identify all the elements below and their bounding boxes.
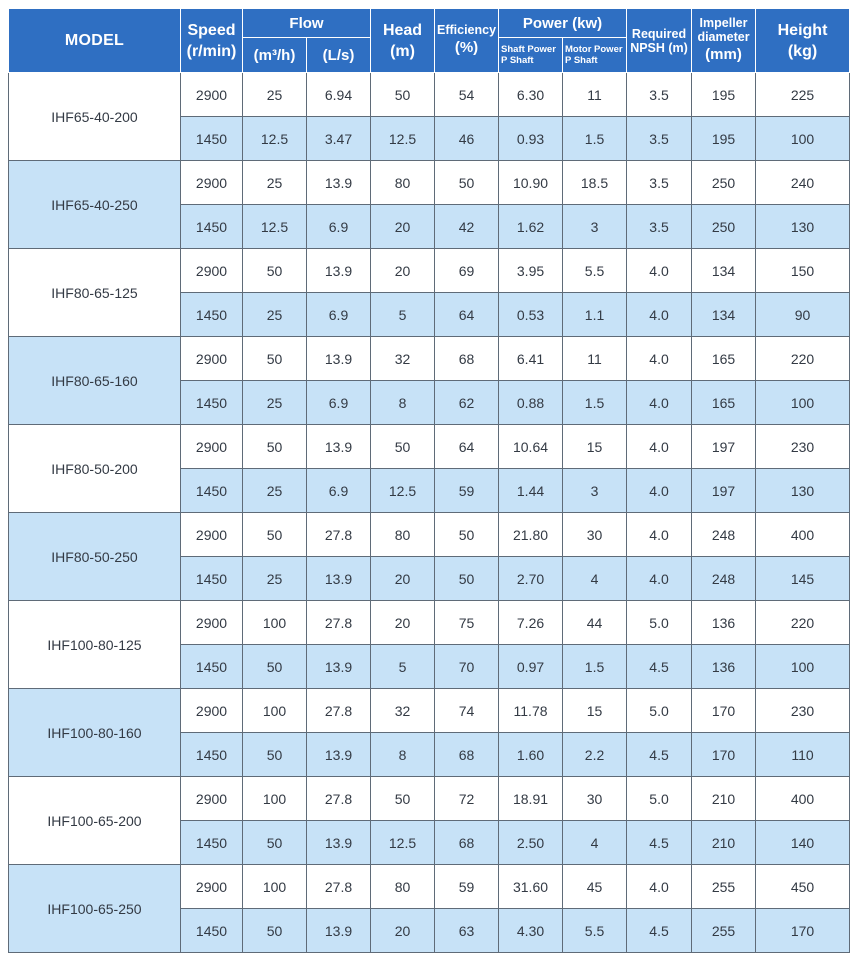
header-speed: Speed (r/min) [181,9,243,73]
cell-impeller: 136 [692,645,756,689]
cell-motor-power: 1.5 [563,645,627,689]
cell-efficiency: 72 [435,777,499,821]
cell-npsh: 4.5 [627,821,692,865]
cell-flow-ls: 6.9 [307,381,371,425]
cell-flow-m3h: 25 [243,161,307,205]
cell-head: 32 [371,689,435,733]
cell-impeller: 170 [692,733,756,777]
cell-efficiency: 68 [435,337,499,381]
cell-flow-ls: 13.9 [307,249,371,293]
cell-head: 20 [371,205,435,249]
cell-head: 20 [371,909,435,953]
cell-efficiency: 50 [435,513,499,557]
header-shaft-power: Shaft Power P Shaft [499,38,563,73]
cell-speed: 1450 [181,733,243,777]
cell-head: 50 [371,73,435,117]
cell-npsh: 4.0 [627,557,692,601]
cell-impeller: 210 [692,777,756,821]
cell-height: 230 [756,689,850,733]
cell-npsh: 4.5 [627,909,692,953]
cell-head: 12.5 [371,821,435,865]
cell-speed: 1450 [181,469,243,513]
cell-speed: 2900 [181,249,243,293]
cell-shaft-power: 1.62 [499,205,563,249]
cell-flow-m3h: 50 [243,249,307,293]
cell-impeller: 136 [692,601,756,645]
cell-efficiency: 42 [435,205,499,249]
model-name-cell: IHF80-50-200 [9,425,181,513]
cell-npsh: 4.0 [627,513,692,557]
cell-height: 130 [756,205,850,249]
header-impeller: Impeller diameter (mm) [692,9,756,73]
cell-shaft-power: 0.93 [499,117,563,161]
cell-speed: 2900 [181,337,243,381]
cell-speed: 2900 [181,777,243,821]
cell-shaft-power: 3.95 [499,249,563,293]
cell-flow-ls: 13.9 [307,161,371,205]
cell-efficiency: 63 [435,909,499,953]
cell-shaft-power: 10.64 [499,425,563,469]
cell-height: 140 [756,821,850,865]
cell-efficiency: 74 [435,689,499,733]
cell-flow-ls: 13.9 [307,909,371,953]
cell-impeller: 197 [692,469,756,513]
cell-flow-m3h: 50 [243,337,307,381]
model-name-cell: IHF80-50-250 [9,513,181,601]
cell-head: 5 [371,293,435,337]
model-name-cell: IHF80-65-125 [9,249,181,337]
model-name-cell: IHF100-65-250 [9,865,181,953]
cell-flow-m3h: 50 [243,645,307,689]
cell-efficiency: 64 [435,425,499,469]
cell-motor-power: 3 [563,205,627,249]
cell-impeller: 195 [692,117,756,161]
cell-flow-m3h: 50 [243,909,307,953]
header-efficiency: Efficiency (%) [435,9,499,73]
cell-speed: 2900 [181,689,243,733]
cell-head: 20 [371,249,435,293]
cell-speed: 2900 [181,161,243,205]
cell-npsh: 4.5 [627,645,692,689]
cell-height: 130 [756,469,850,513]
cell-height: 110 [756,733,850,777]
cell-head: 8 [371,733,435,777]
cell-speed: 1450 [181,557,243,601]
cell-head: 50 [371,425,435,469]
cell-height: 100 [756,117,850,161]
cell-flow-m3h: 50 [243,513,307,557]
cell-npsh: 5.0 [627,689,692,733]
cell-npsh: 4.0 [627,293,692,337]
header-height: Height (kg) [756,9,850,73]
cell-shaft-power: 0.97 [499,645,563,689]
model-name-cell: IHF80-65-160 [9,337,181,425]
cell-shaft-power: 1.44 [499,469,563,513]
cell-flow-ls: 13.9 [307,425,371,469]
cell-flow-ls: 13.9 [307,733,371,777]
cell-flow-ls: 13.9 [307,557,371,601]
table-row [9,337,850,381]
cell-head: 80 [371,513,435,557]
cell-shaft-power: 6.41 [499,337,563,381]
cell-shaft-power: 2.70 [499,557,563,601]
cell-efficiency: 75 [435,601,499,645]
cell-motor-power: 3 [563,469,627,513]
cell-motor-power: 1.5 [563,117,627,161]
cell-flow-ls: 6.9 [307,293,371,337]
cell-motor-power: 11 [563,337,627,381]
cell-flow-ls: 13.9 [307,821,371,865]
cell-impeller: 248 [692,557,756,601]
cell-flow-ls: 27.8 [307,601,371,645]
cell-flow-ls: 13.9 [307,337,371,381]
cell-flow-m3h: 100 [243,777,307,821]
model-name-cell: IHF100-80-125 [9,601,181,689]
cell-motor-power: 4 [563,557,627,601]
header-npsh: Required NPSH (m) [627,9,692,73]
cell-flow-m3h: 12.5 [243,117,307,161]
cell-efficiency: 59 [435,865,499,909]
cell-efficiency: 54 [435,73,499,117]
cell-flow-m3h: 50 [243,733,307,777]
cell-flow-m3h: 100 [243,601,307,645]
cell-head: 80 [371,161,435,205]
cell-height: 145 [756,557,850,601]
cell-npsh: 4.0 [627,381,692,425]
cell-flow-m3h: 50 [243,425,307,469]
cell-flow-m3h: 25 [243,469,307,513]
cell-npsh: 3.5 [627,73,692,117]
cell-shaft-power: 2.50 [499,821,563,865]
cell-npsh: 4.0 [627,469,692,513]
cell-speed: 1450 [181,821,243,865]
cell-impeller: 255 [692,865,756,909]
model-name-cell: IHF100-80-160 [9,689,181,777]
cell-npsh: 5.0 [627,777,692,821]
cell-flow-m3h: 100 [243,865,307,909]
cell-npsh: 4.0 [627,425,692,469]
cell-npsh: 4.5 [627,733,692,777]
cell-height: 225 [756,73,850,117]
cell-motor-power: 5.5 [563,909,627,953]
table-row [9,73,850,117]
table-row [9,865,850,909]
cell-flow-m3h: 100 [243,689,307,733]
table-row [9,513,850,557]
cell-speed: 2900 [181,73,243,117]
cell-flow-ls: 27.8 [307,777,371,821]
cell-flow-ls: 3.47 [307,117,371,161]
cell-impeller: 210 [692,821,756,865]
cell-shaft-power: 0.53 [499,293,563,337]
cell-impeller: 195 [692,73,756,117]
cell-efficiency: 46 [435,117,499,161]
cell-flow-m3h: 12.5 [243,205,307,249]
cell-efficiency: 50 [435,557,499,601]
cell-head: 8 [371,381,435,425]
cell-speed: 1450 [181,293,243,337]
cell-motor-power: 11 [563,73,627,117]
cell-shaft-power: 10.90 [499,161,563,205]
cell-height: 90 [756,293,850,337]
model-name-cell: IHF100-65-200 [9,777,181,865]
cell-shaft-power: 6.30 [499,73,563,117]
cell-npsh: 3.5 [627,117,692,161]
cell-shaft-power: 4.30 [499,909,563,953]
table-row [9,249,850,293]
cell-shaft-power: 7.26 [499,601,563,645]
cell-head: 80 [371,865,435,909]
cell-speed: 2900 [181,865,243,909]
cell-flow-m3h: 25 [243,73,307,117]
cell-height: 220 [756,337,850,381]
cell-height: 220 [756,601,850,645]
cell-efficiency: 69 [435,249,499,293]
cell-flow-m3h: 25 [243,381,307,425]
cell-npsh: 4.0 [627,337,692,381]
cell-flow-m3h: 50 [243,821,307,865]
cell-efficiency: 70 [435,645,499,689]
cell-npsh: 5.0 [627,601,692,645]
cell-speed: 1450 [181,205,243,249]
cell-speed: 1450 [181,909,243,953]
cell-shaft-power: 1.60 [499,733,563,777]
cell-impeller: 197 [692,425,756,469]
cell-head: 32 [371,337,435,381]
cell-impeller: 248 [692,513,756,557]
cell-head: 5 [371,645,435,689]
cell-motor-power: 45 [563,865,627,909]
cell-speed: 1450 [181,381,243,425]
cell-shaft-power: 11.78 [499,689,563,733]
cell-flow-m3h: 25 [243,557,307,601]
header-flow: Flow [243,9,371,38]
table-row [9,777,850,821]
cell-efficiency: 50 [435,161,499,205]
cell-impeller: 134 [692,293,756,337]
cell-height: 450 [756,865,850,909]
cell-shaft-power: 0.88 [499,381,563,425]
cell-height: 240 [756,161,850,205]
table-row [9,689,850,733]
cell-speed: 2900 [181,425,243,469]
cell-speed: 2900 [181,601,243,645]
table-row [9,425,850,469]
cell-efficiency: 64 [435,293,499,337]
header-head: Head (m) [371,9,435,73]
cell-motor-power: 30 [563,777,627,821]
cell-flow-m3h: 25 [243,293,307,337]
cell-motor-power: 15 [563,689,627,733]
cell-head: 50 [371,777,435,821]
cell-motor-power: 4 [563,821,627,865]
table-row [9,601,850,645]
cell-impeller: 255 [692,909,756,953]
cell-impeller: 170 [692,689,756,733]
cell-shaft-power: 18.91 [499,777,563,821]
cell-flow-ls: 27.8 [307,865,371,909]
cell-efficiency: 62 [435,381,499,425]
cell-height: 230 [756,425,850,469]
cell-motor-power: 5.5 [563,249,627,293]
cell-npsh: 4.0 [627,865,692,909]
cell-motor-power: 30 [563,513,627,557]
header-model: MODEL [9,9,181,73]
cell-height: 100 [756,645,850,689]
cell-speed: 1450 [181,645,243,689]
cell-flow-ls: 27.8 [307,513,371,557]
cell-impeller: 250 [692,161,756,205]
cell-impeller: 165 [692,337,756,381]
cell-impeller: 134 [692,249,756,293]
cell-motor-power: 1.1 [563,293,627,337]
header-flow-ls: (L/s) [307,38,371,73]
cell-flow-ls: 6.94 [307,73,371,117]
cell-efficiency: 68 [435,821,499,865]
cell-flow-ls: 6.9 [307,205,371,249]
cell-motor-power: 44 [563,601,627,645]
cell-flow-ls: 13.9 [307,645,371,689]
header-flow-m3h: (m³/h) [243,38,307,73]
cell-motor-power: 1.5 [563,381,627,425]
cell-head: 12.5 [371,117,435,161]
cell-efficiency: 68 [435,733,499,777]
model-name-cell: IHF65-40-250 [9,161,181,249]
cell-impeller: 165 [692,381,756,425]
model-name-cell: IHF65-40-200 [9,73,181,161]
cell-flow-ls: 27.8 [307,689,371,733]
cell-height: 150 [756,249,850,293]
cell-head: 12.5 [371,469,435,513]
cell-motor-power: 2.2 [563,733,627,777]
cell-npsh: 3.5 [627,161,692,205]
cell-height: 400 [756,777,850,821]
cell-head: 20 [371,601,435,645]
cell-speed: 1450 [181,117,243,161]
table-row [9,161,850,205]
table-header [9,9,850,73]
header-motor-power: Motor Power P Shaft [563,38,627,73]
cell-shaft-power: 21.80 [499,513,563,557]
cell-speed: 2900 [181,513,243,557]
cell-height: 100 [756,381,850,425]
cell-height: 170 [756,909,850,953]
cell-npsh: 3.5 [627,205,692,249]
table-body [9,73,850,953]
cell-impeller: 250 [692,205,756,249]
header-power: Power (kw) [499,9,627,38]
cell-motor-power: 15 [563,425,627,469]
cell-height: 400 [756,513,850,557]
pump-spec-table [8,8,850,953]
cell-motor-power: 18.5 [563,161,627,205]
cell-npsh: 4.0 [627,249,692,293]
cell-head: 20 [371,557,435,601]
cell-flow-ls: 6.9 [307,469,371,513]
cell-efficiency: 59 [435,469,499,513]
cell-shaft-power: 31.60 [499,865,563,909]
